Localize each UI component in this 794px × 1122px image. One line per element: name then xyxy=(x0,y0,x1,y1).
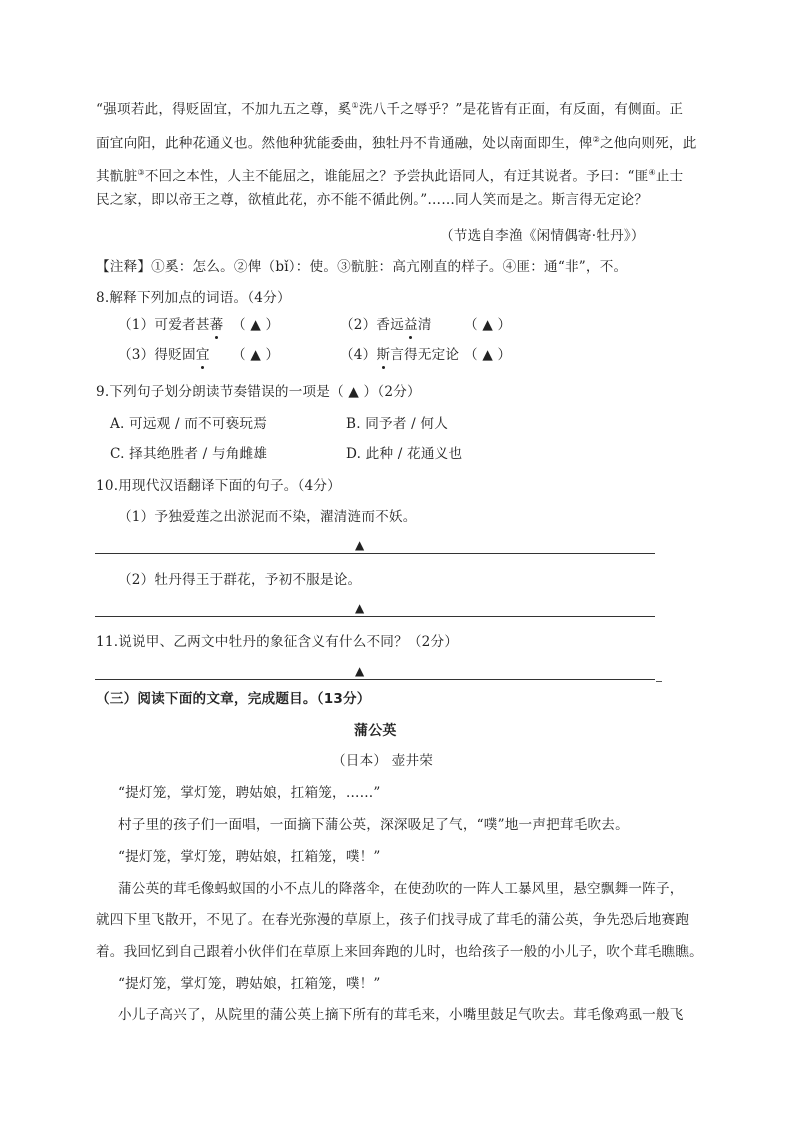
passage-text: 其骯脏 xyxy=(96,168,138,185)
article-author: （日本） 壶井荣 xyxy=(332,753,434,769)
answer-line[interactable] xyxy=(95,679,655,680)
q8-item-1 xyxy=(118,315,223,335)
q8-item-text: （2）香远 xyxy=(340,317,405,333)
dotted-word: 蕃 xyxy=(209,317,224,333)
q9-option-a[interactable]: A. 可远观 / 而不可亵玩焉 xyxy=(110,416,268,432)
q10-sentence-2: （2）牡丹得王于群花，予初不服是论。 xyxy=(118,572,362,588)
footnote-marker: ④ xyxy=(648,168,656,177)
passage-line-3 xyxy=(96,163,683,187)
article-paragraph: 村子里的孩子们一面唱，一面摘下蒲公英，深深吸足了气，“噗”地一声把茸毛吹去。 xyxy=(118,817,629,833)
dotted-word: 斯 xyxy=(376,347,391,363)
q8-answer-1[interactable]: （ ▲ ） xyxy=(232,317,280,333)
q8-stem: 8.解释下列加点的词语。（4分） xyxy=(96,290,291,306)
passage-text: “强项若此，得贬固宜，不加九五之尊，奚 xyxy=(96,101,352,118)
passage-source: （节选自李渔《闲情偶寄·牡丹》） xyxy=(440,228,645,244)
q9-stem: 9.下列句子划分朗读节奏错误的一项是（ ▲ ）（2分） xyxy=(96,384,421,400)
answer-mark: ▲ xyxy=(355,664,365,678)
q8-item-text: （3）得贬固 xyxy=(118,347,196,363)
dash-mark xyxy=(656,681,662,682)
passage-text: 面宜向阳，此种花通义也。然他种犹能委曲，独牡丹不肯通融，处以南面即生，俾 xyxy=(96,135,593,152)
q8-answer-3[interactable]: （ ▲ ） xyxy=(232,347,280,363)
passage-text: 洗八千之辱乎？”是花皆有正面，有反面，有侧面。正 xyxy=(358,101,684,118)
footnote-marker: ① xyxy=(351,101,359,110)
q10-sentence-1: （1）予独爱莲之出淤泥而不染，濯清涟而不妖。 xyxy=(118,509,417,525)
q8-item-3 xyxy=(118,345,210,365)
section-heading: （三）阅读下面的文章，完成题目。（13分） xyxy=(96,691,371,707)
q8-item-4 xyxy=(340,345,459,365)
dotted-word: 宜 xyxy=(195,347,210,363)
annotation-note: 【注释】①奚：怎么。②俾（bǐ）：使。③骯脏：高亢刚直的样子。④匪：通“非”，不。 xyxy=(96,259,628,275)
answer-mark: ▲ xyxy=(355,538,365,552)
passage-text: 之他向则死，此 xyxy=(599,135,697,152)
q8-item-text: （4） xyxy=(340,347,377,363)
q8-answer-4[interactable]: （ ▲ ） xyxy=(464,347,512,363)
q8-answer-2[interactable]: （ ▲ ） xyxy=(464,317,512,333)
answer-mark: ▲ xyxy=(355,601,365,615)
article-paragraph: “提灯笼，掌灯笼，聘姑娘，扛箱笼，……” xyxy=(118,785,381,801)
article-paragraph: 着。我回忆到自己跟着小伙伴们在草原上来回奔跑的儿时，也给孩子一般的小儿子，吹个茸毛瞧瞧。 xyxy=(96,944,703,960)
q9-option-b[interactable]: B. 同予者 / 何人 xyxy=(346,416,449,432)
answer-line[interactable] xyxy=(95,553,655,554)
passage-line-2 xyxy=(96,130,697,154)
article-paragraph: 就四下里飞散开，不见了。在春光弥漫的草原上，孩子们找寻成了茸毛的蒲公英，争先恐后地赛跑 xyxy=(96,912,690,928)
q8-item-text: 清 xyxy=(417,317,432,333)
footnote-marker: ② xyxy=(592,135,600,144)
answer-line[interactable] xyxy=(95,616,655,617)
q11-stem: 11.说说甲、乙两文中牡丹的象征含义有什么不同？（2分） xyxy=(96,634,459,650)
passage-line-4: 民之家，即以帝王之尊，欲植此花，亦不能不循此例。”……同人笑而是之。斯言得无定论？ xyxy=(96,192,649,208)
q9-option-d[interactable]: D. 此种 / 花通义也 xyxy=(346,446,463,462)
passage-text: 不回之本性，人主不能屈之，谁能屈之？予尝执此语同人，有迂其说者。予曰：“匪 xyxy=(144,168,649,185)
article-title: 蒲公英 xyxy=(354,723,397,739)
article-paragraph: 蒲公英的茸毛像蚂蚁国的小不点儿的降落伞，在使劲吹的一阵人工暴风里，悬空飘舞一阵子， xyxy=(118,881,684,897)
q8-item-text: （1）可爱者甚 xyxy=(118,317,210,333)
q8-item-text: 言得无定论 xyxy=(390,347,460,363)
q9-option-c[interactable]: C. 择其绝胜者 / 与角雌雄 xyxy=(110,446,268,462)
q10-stem: 10.用现代汉语翻译下面的句子。（4分） xyxy=(96,478,341,494)
dotted-word: 益 xyxy=(404,317,418,333)
q8-item-2 xyxy=(340,315,432,335)
footnote-marker: ③ xyxy=(137,168,145,177)
article-paragraph: “提灯笼，掌灯笼，聘姑娘，扛箱笼，噗！” xyxy=(118,849,381,865)
article-paragraph: “提灯笼，掌灯笼，聘姑娘，扛箱笼，噗！” xyxy=(118,976,381,992)
passage-text: 止士 xyxy=(655,168,684,185)
passage-line-1 xyxy=(96,96,683,120)
article-paragraph: 小儿子高兴了，从院里的蒲公英上摘下所有的茸毛来，小嘴里鼓足气吹去。茸毛像鸡虱一般飞 xyxy=(118,1007,684,1023)
